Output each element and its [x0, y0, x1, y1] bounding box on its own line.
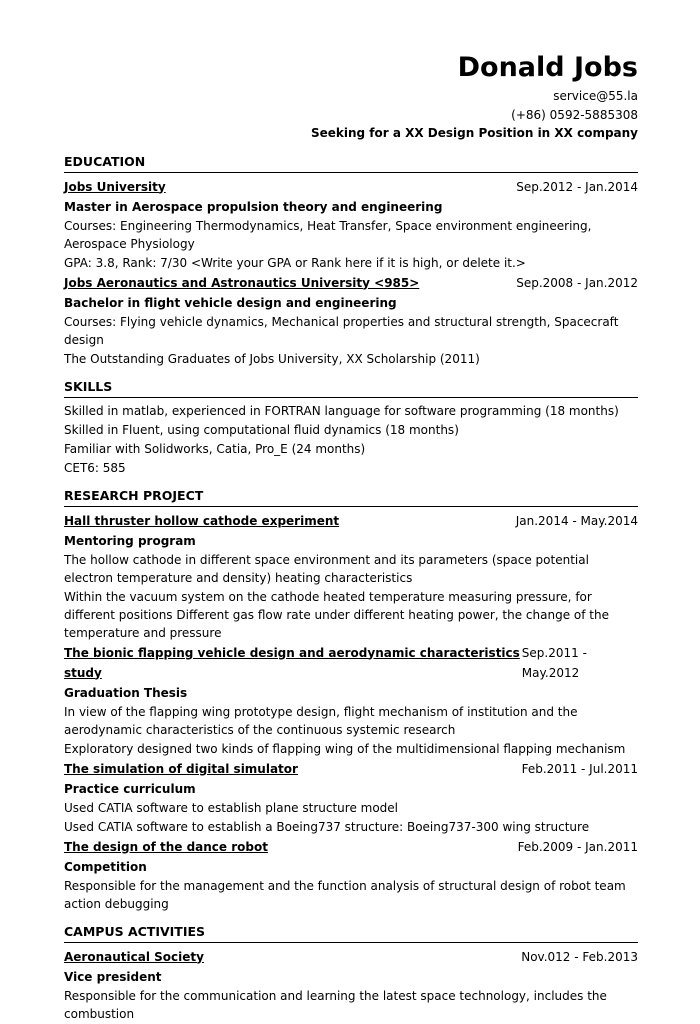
job-objective: Seeking for a XX Design Position in XX company [310, 126, 638, 140]
education-entry [64, 273, 638, 368]
skills-section [64, 378, 638, 477]
entry-header [64, 177, 638, 197]
skill-line: CET6: 585 [64, 460, 126, 475]
entry-line: Courses: Engineering Thermodynamics, Heat Transfer, Space environment engineering, Aerospace Physiology [64, 218, 592, 251]
entry-role: Graduation Thesis [64, 685, 188, 700]
entry-date: Feb.2009 - Jan.2011 [517, 839, 638, 854]
entry-line: Exploratory designed two kinds of flapping wing of the multidimensional flapping mechanism [64, 741, 626, 756]
entry-header [64, 759, 638, 779]
entry-organization: The bionic flapping vehicle design and aerodynamic characteristics study [64, 645, 520, 680]
entry-organization: The simulation of digital simulator [64, 761, 298, 776]
entry-organization: Jobs University [64, 179, 166, 194]
entry-header [64, 273, 638, 293]
resume-header [64, 0, 638, 143]
entry-line: Used CATIA software to establish a Boeing737 structure: Boeing737-300 wing structure [64, 819, 590, 834]
entry-organization: Jobs Aeronautics and Astronautics University <985> [64, 275, 420, 290]
education-entry [64, 177, 638, 272]
section-title-research: RESEARCH PROJECT [64, 487, 638, 507]
entry-role: Bachelor in flight vehicle design and engineering [64, 295, 397, 310]
entry-header [64, 837, 638, 857]
candidate-name: Donald Jobs [457, 52, 638, 83]
entry-line: In view of the flapping wing prototype design, flight mechanism of institution and the aerodynamic characteristics of the continuous systemic research [64, 704, 578, 737]
skill-line: Skilled in Fluent, using computational fluid dynamics (18 months) [64, 422, 459, 437]
entry-date: Sep.2011 - May.2012 [521, 645, 587, 680]
entry-role: Practice curriculum [64, 781, 196, 796]
entry-line: Within the vacuum system on the cathode heated temperature measuring pressure, for different positions Different gas flow rate under different heating power, the change of the temperature and pressure [64, 589, 609, 640]
research-entry [64, 837, 638, 913]
entry-organization: Hall thruster hollow cathode experiment [64, 513, 340, 528]
section-title-skills: SKILLS [64, 378, 638, 398]
campus-entry [64, 947, 638, 1023]
entry-date: Sep.2012 - Jan.2014 [516, 179, 638, 194]
section-title-campus: CAMPUS ACTIVITIES [64, 923, 638, 943]
entry-header [64, 511, 638, 531]
entry-line: The hollow cathode in different space environment and its parameters (space potential electron temperature and density) heating characteristics [64, 552, 589, 585]
education-section [64, 153, 638, 368]
research-entry [64, 511, 638, 642]
entry-line: The Outstanding Graduates of Jobs University, XX Scholarship (2011) [64, 351, 480, 366]
entry-date: Feb.2011 - Jul.2011 [521, 761, 638, 776]
entry-header [64, 947, 638, 967]
entry-date: Jan.2014 - May.2014 [515, 513, 638, 528]
entry-line: Responsible for the management and the function analysis of structural design of robot team action debugging [64, 878, 626, 911]
research-section [64, 487, 638, 913]
research-entry [64, 643, 638, 758]
research-entry [64, 759, 638, 836]
entry-role: Competition [64, 859, 147, 874]
entry-line: Responsible for the communication and learning the latest space technology, includes the combustion [64, 988, 607, 1021]
entry-line: GPA: 3.8, Rank: 7/30 <Write your GPA or Rank here if it is high, or delete it.> [64, 255, 526, 270]
contact-email: service@55.la [553, 89, 638, 103]
entry-role: Vice president [64, 969, 162, 984]
entry-role: Mentoring program [64, 533, 196, 548]
section-title-education: EDUCATION [64, 153, 638, 173]
entry-header [64, 643, 638, 683]
skill-line: Familiar with Solidworks, Catia, Pro_E (24 months) [64, 441, 366, 456]
campus-section [64, 923, 638, 1023]
resume-page [64, 0, 638, 1024]
entry-line: Used CATIA software to establish plane structure model [64, 800, 399, 815]
entry-date: Nov.012 - Feb.2013 [521, 949, 638, 964]
entry-date: Sep.2008 - Jan.2012 [516, 275, 638, 290]
contact-phone: (+86) 0592-5885308 [511, 107, 638, 122]
skill-line: Skilled in matlab, experienced in FORTRAN language for software programming (18 months) [64, 403, 619, 418]
entry-line: Courses: Flying vehicle dynamics, Mechanical properties and structural strength, Spacecraft design [64, 314, 619, 347]
entry-organization: The design of the dance robot [64, 839, 268, 854]
entry-role: Master in Aerospace propulsion theory and engineering [64, 199, 443, 214]
entry-organization: Aeronautical Society [64, 949, 204, 964]
